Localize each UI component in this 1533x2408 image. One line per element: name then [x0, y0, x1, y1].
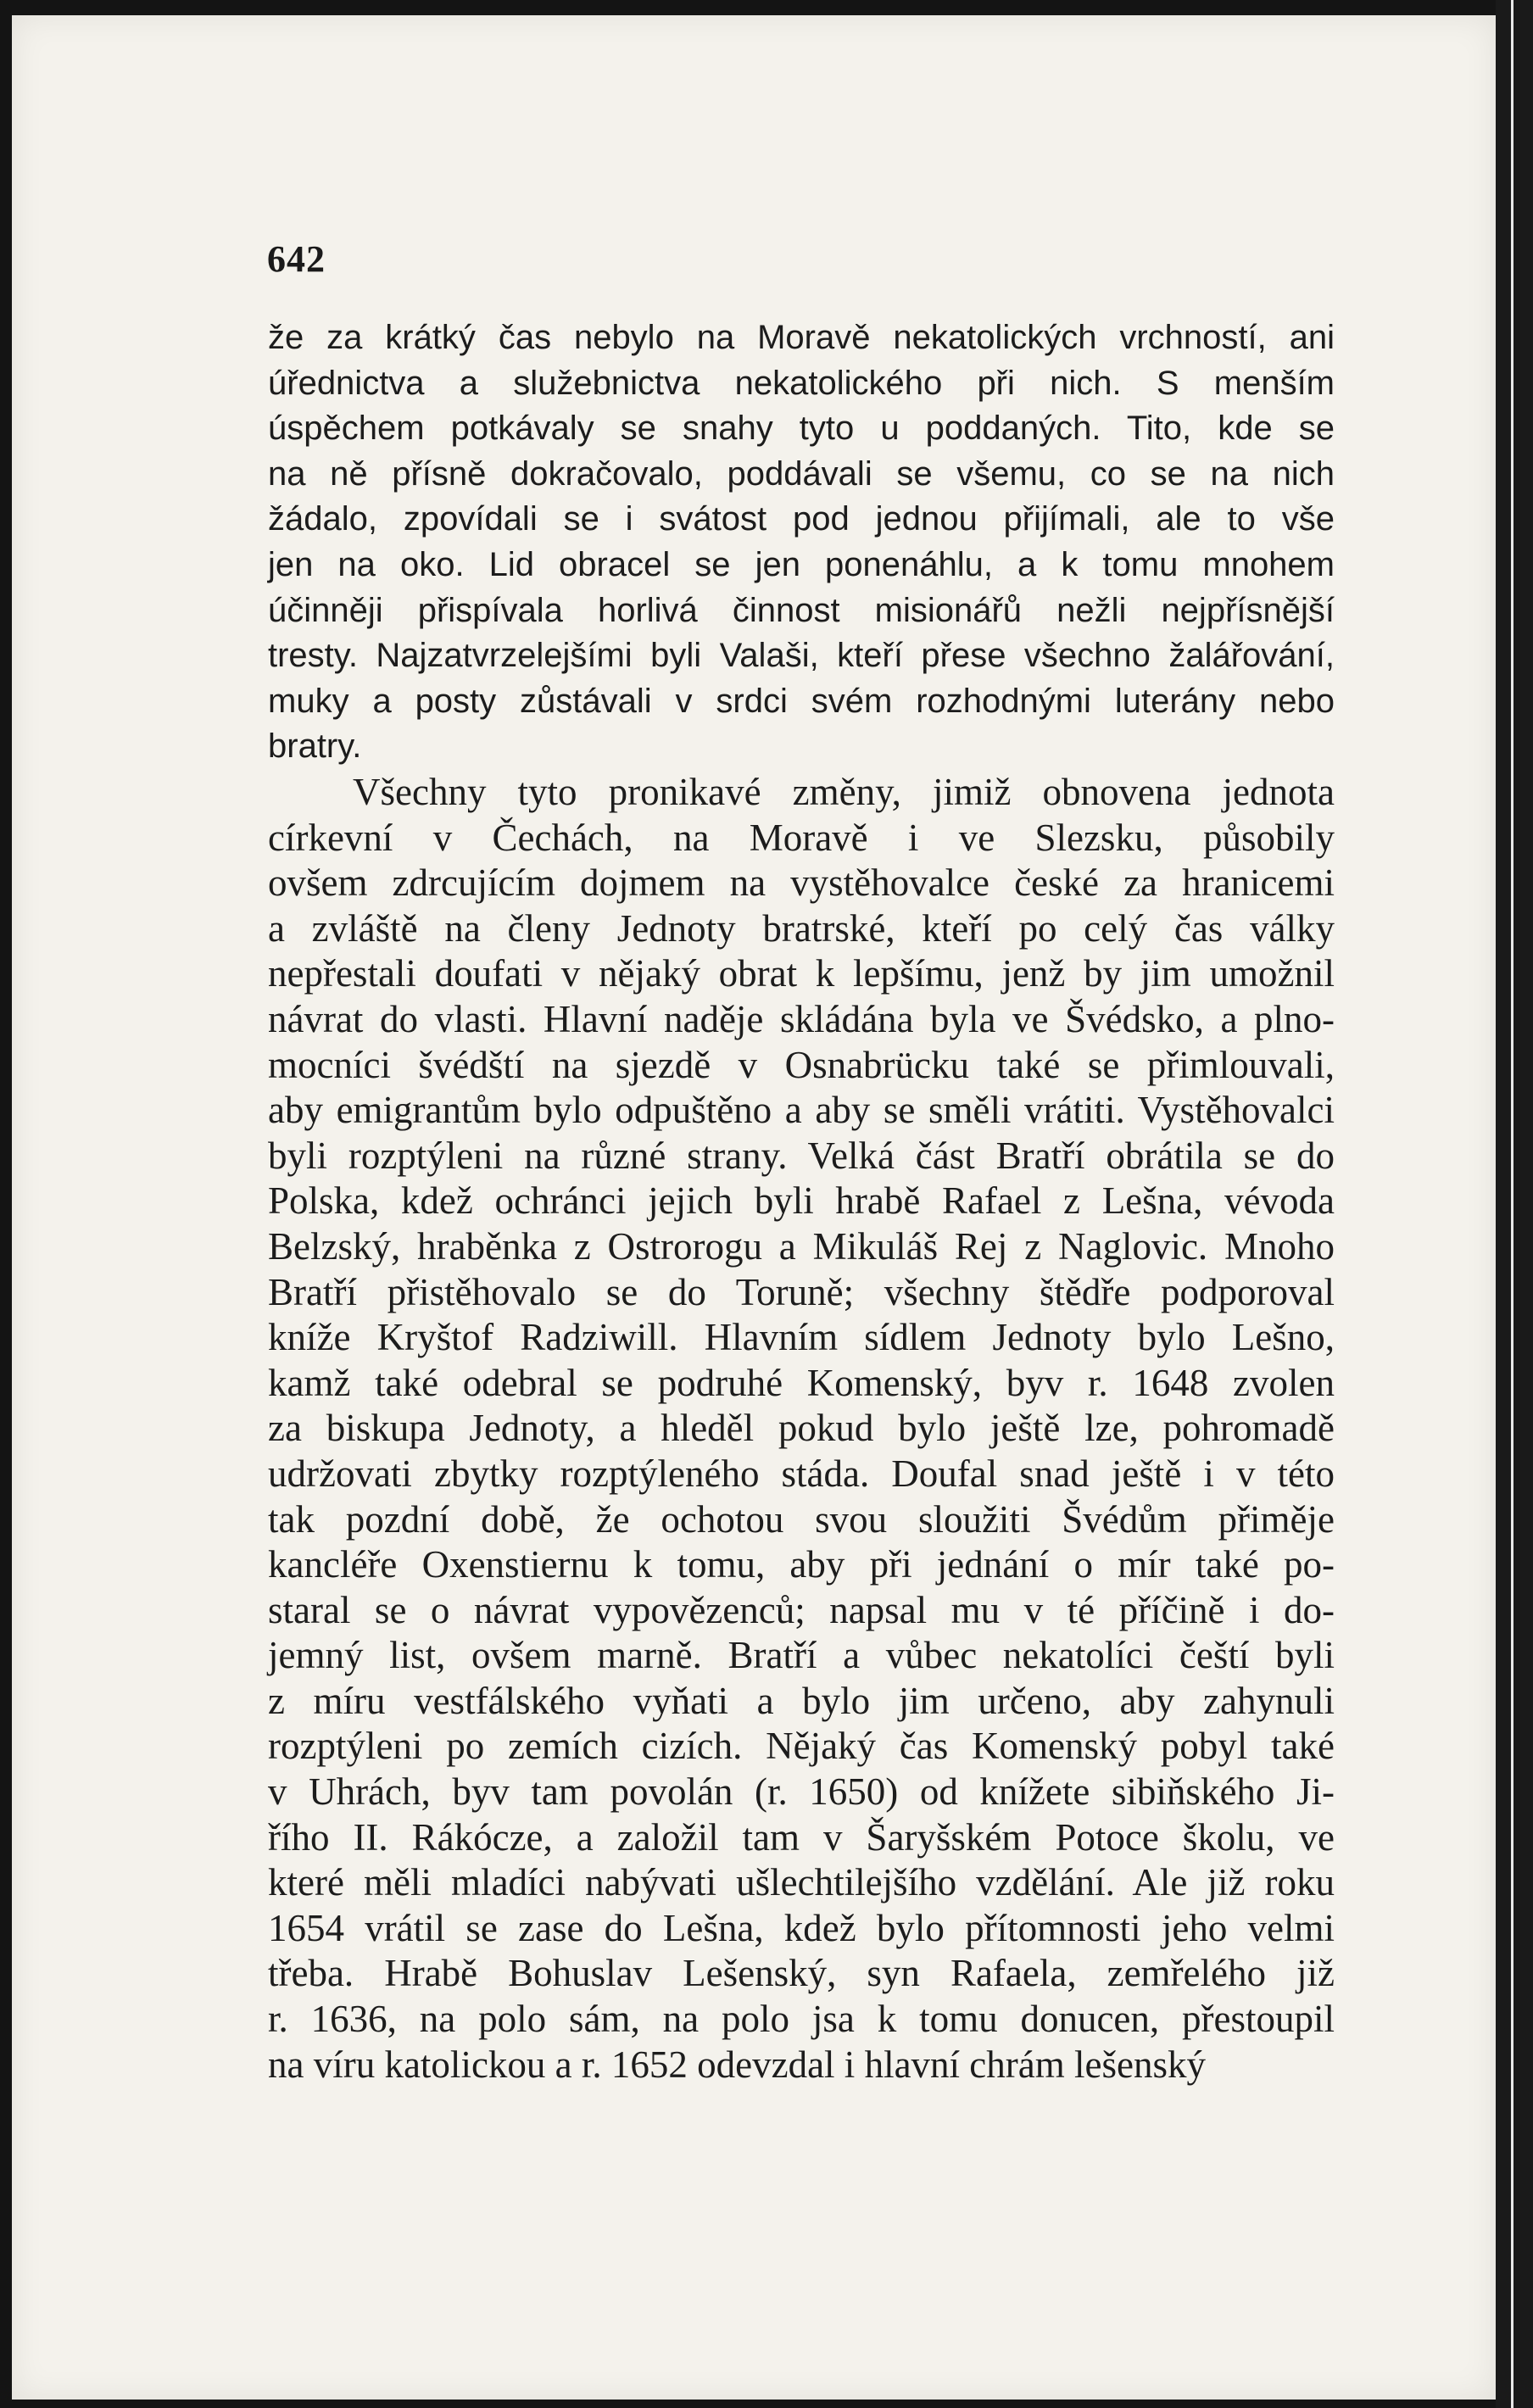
text-line: žádalo, zpovídali se i svátost pod jednou přijímali, ale to vše — [268, 500, 1335, 538]
page-edge-line — [1511, 0, 1513, 2408]
text-line: aby emigrantům bylo odpuštěno a aby se směli vrátiti. Vystěhovalci — [268, 1089, 1335, 1132]
paragraph-2 — [268, 770, 1335, 2087]
text-line: jemný list, ovšem marně. Bratří a vůbec nekatolíci čeští byli — [268, 1634, 1335, 1677]
scan-right-edge — [1496, 0, 1533, 2408]
text-line: Polska, kdež ochránci jejich byli hrabě Rafael z Lešna, vévoda — [268, 1179, 1335, 1223]
text-line: Belzský, hraběnka z Ostrorogu a Mikuláš Rej z Naglovic. Mnoho — [268, 1224, 1335, 1268]
text-line: tak pozdní době, že ochotou svou sloužiti Švédům přiměje — [268, 1497, 1335, 1541]
text-line: kamž také odebral se podruhé Komenský, byv r. 1648 zvolen — [268, 1361, 1335, 1404]
text-line: byli rozptýleni na různé strany. Velká část Bratří obrátila se do — [268, 1134, 1335, 1177]
text-line: za biskupa Jednoty, a hleděl pokud bylo ještě lze, pohromadě — [268, 1407, 1335, 1450]
text-line: úřednictva a služebnictva nekatolického při nich. S menším — [268, 364, 1335, 402]
text-line: z míru vestfálského vyňati a bylo jim určeno, aby zahynuli — [268, 1679, 1335, 1722]
text-line: církevní v Čechách, na Moravě i ve Slezsku, působily — [268, 816, 1335, 859]
text-line: bratry. — [268, 727, 362, 766]
text-line: r. 1636, na polo sám, na polo jsa k tomu donucen, přestoupil — [268, 1998, 1335, 2041]
text-line: 1654 vrátil se zase do Lešna, kdež bylo přítomnosti jeho velmi — [268, 1906, 1335, 1949]
text-line: jen na oko. Lid obracel se jen ponenáhlu, a k tomu mnohem — [268, 545, 1335, 583]
page-number: 642 — [267, 238, 326, 280]
text-line: nepřestali doufati v nějaký obrat k lepšímu, jenž by jim umožnil — [268, 952, 1335, 995]
text-line: a zvláště na členy Jednoty bratrské, kteří po celý čas války — [268, 906, 1335, 950]
text-line: třeba. Hrabě Bohuslav Lešenský, syn Rafaela, zemřelého již — [268, 1952, 1335, 1995]
text-line: tresty. Najzatvrzelejšími byli Valaši, kteří přese všechno žalářování, — [268, 637, 1335, 675]
text-line: že za krátký čas nebylo na Moravě nekatolických vrchností, ani — [268, 319, 1335, 356]
text-line: Bratří přistěhovalo se do Toruně; všechny štědře podporoval — [268, 1270, 1335, 1313]
text-line: kníže Kryštof Radziwill. Hlavním sídlem Jednoty bylo Lešno, — [268, 1316, 1335, 1359]
text-line: na víru katolickou a r. 1652 odevzdal i hlavní chrám lešenský — [268, 2043, 1206, 2086]
text-line: řího II. Rákócze, a založil tam v Šaryšském Potoce školu, ve — [268, 1815, 1335, 1859]
text-line: na ně přísně dokračovalo, poddávali se všemu, co se na nich — [268, 454, 1335, 493]
paragraph-1 — [268, 315, 1335, 770]
text-line: úspěchem potkávaly se snahy tyto u poddaných. Tito, kde se — [268, 410, 1335, 448]
text-line: kancléře Oxenstiernu k tomu, aby při jednání o mír také po- — [268, 1543, 1335, 1586]
text-line: staral se o návrat vypovězenců; napsal mu v té příčině i do- — [268, 1588, 1335, 1631]
text-line: které měli mladíci nabývati ušlechtilejšího vzdělání. Ale již roku — [268, 1861, 1335, 1904]
text-line: Všechny tyto pronikavé změny, jimiž obnovena jednota — [353, 771, 1335, 813]
text-line: muky a posty zůstávali v srdci svém rozhodnými luterány nebo — [268, 682, 1335, 720]
text-line: udržovati zbytky rozptýleného stáda. Doufal snad ještě i v této — [268, 1452, 1335, 1495]
text-line: v Uhrách, byv tam povolán (r. 1650) od knížete sibiňského Ji- — [268, 1770, 1335, 1814]
text-line: mocníci švédští na sjezdě v Osnabrücku také se přimlouvali, — [268, 1043, 1335, 1086]
text-line: návrat do vlasti. Hlavní naděje skládána byla ve Švédsko, a plno- — [268, 997, 1335, 1040]
text-line: ovšem zdrcujícím dojmem na vystěhovalce české za hranicemi — [268, 861, 1335, 905]
text-line: rozptýleni po zemích cizích. Nějaký čas Komenský pobyl také — [268, 1725, 1335, 1768]
text-line: účinněji přispívala horlivá činnost misionářů nežli nejpřísnější — [268, 591, 1335, 629]
